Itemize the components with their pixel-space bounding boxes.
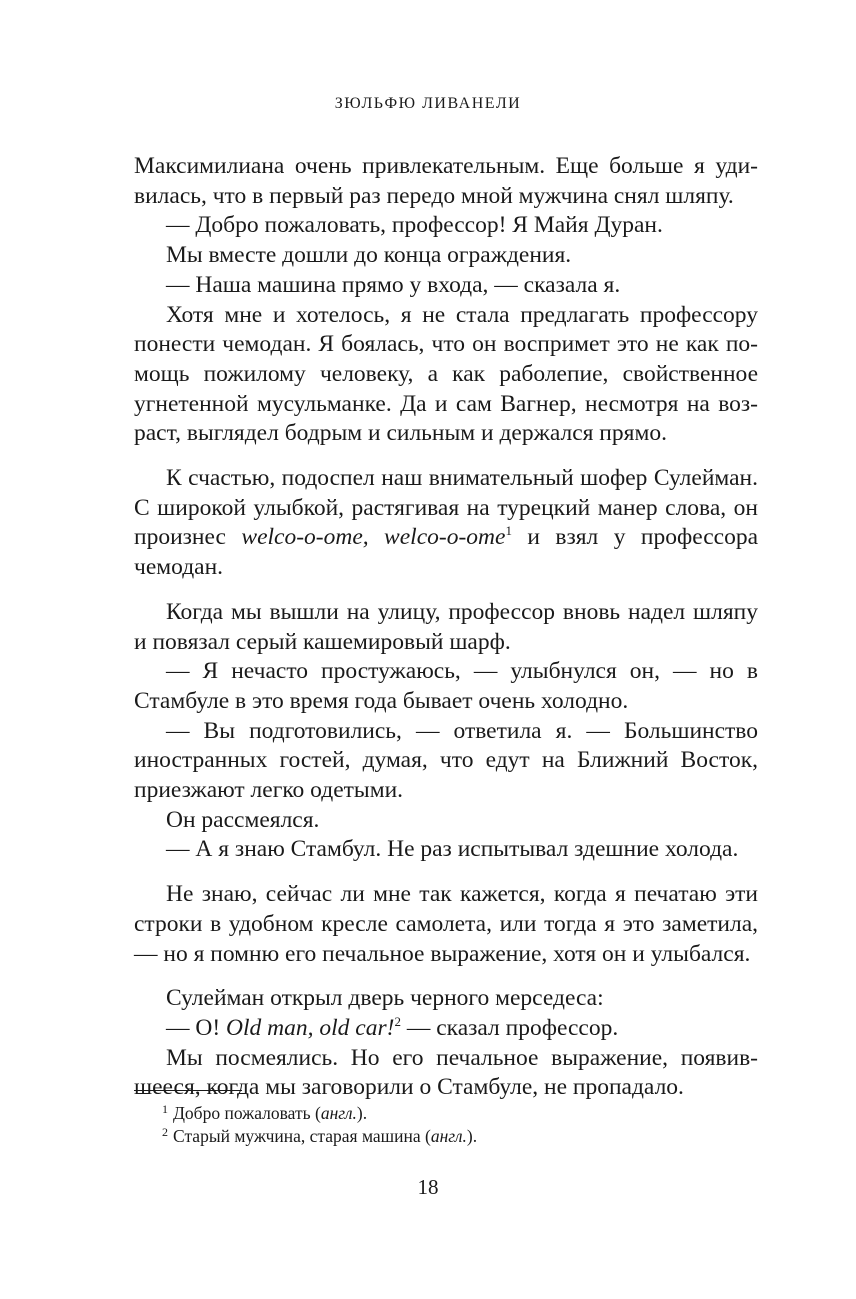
footnote-text: ). (356, 1103, 368, 1123)
paragraph: Мы вместе дошли до конца ограждения. (166, 242, 572, 269)
italic-phrase: welco-o-ome, welco-o-ome (241, 524, 506, 551)
footnote-ref: 2 (394, 1013, 401, 1029)
footnote-lang: англ. (320, 1103, 357, 1123)
footnote (162, 1125, 762, 1148)
dialogue-line (134, 1014, 758, 1044)
footnote-ref: 1 (505, 523, 512, 539)
paragraph: Хотя мне и хотелось, я не стала предлагать профессору понести чемодан. Я боялась, что он воспримет это не как помощь пожилому человеку, а как раболепие, свойственное угнетенной мусульманке. Да и сам Вагнер, несмотря на возраст, выглядел бодрым и сильным и держался прямо. (134, 301, 758, 447)
footnote-text: ). (466, 1126, 478, 1146)
dialogue-line: — А я знаю Стамбул. Не раз испытывал здешние холода. (166, 836, 739, 863)
page-number: 18 (417, 1175, 439, 1199)
dialogue-line: — Наша машина прямо у входа, — сказала я. (166, 271, 621, 298)
dialogue-line: — Я нечасто простужаюсь, — улыбнулся он, — но в Стамбуле в это время года бывает очень холодно. (134, 658, 758, 714)
dialogue-line: — Вы подготовились, — ответила я. — Большинство иностранных гостей, думая, что едут на Ближний Восток, приезжают легко одетыми. (134, 717, 758, 804)
footnote-mark: 1 (162, 1102, 168, 1116)
text-run: — О! (166, 1014, 227, 1041)
italic-phrase: Old man, old car! (226, 1014, 395, 1041)
footnote-divider (134, 1090, 242, 1091)
text-run: — сказал профессор. (400, 1014, 619, 1041)
text-run: и взял у профессора чемодан. (134, 524, 758, 581)
paragraph: Максимилиана очень привлекательным. Еще больше я удивилась, что в первый раз передо мной мужчина снял шляпу. (134, 153, 758, 209)
footnote-lang: англ. (430, 1126, 467, 1146)
footnote-mark: 2 (162, 1125, 168, 1139)
paragraph: Не знаю, сейчас ли мне так кажется, когда я печатаю эти строки в удобном кресле самолета, или тогда я это заметила, — но я помню его печальное выражение, хотя он и улыбался. (134, 881, 758, 967)
paragraph: Мы посмеялись. Но его печальное выражение, появившееся, когда мы заговорили о Стамбуле, не пропадало. (134, 1044, 758, 1101)
main-text (134, 152, 758, 1103)
paragraph (134, 464, 758, 583)
paragraph: Он рассмеялся. (166, 806, 320, 833)
footnote-text: Старый мужчина, старая машина ( (173, 1126, 431, 1146)
paragraph: Когда мы вышли на улицу, профессор вновь надел шляпу и повязал серый кашемировый шарф. (134, 598, 758, 655)
footnotes (162, 1102, 762, 1148)
footnote-text: Добро пожаловать ( (173, 1103, 321, 1123)
text-run: К счастью, подоспел наш внимательный шофер Сулейман. С широкой улыбкой, растягивая на турецкий манер слова, он произнес (134, 465, 758, 551)
footnote (162, 1102, 762, 1125)
dialogue-line: — Добро пожаловать, профессор! Я Майя Дуран. (166, 212, 663, 239)
paragraph: Сулейман открыл дверь черного мерседеса: (166, 985, 604, 1012)
running-head: ЗЮЛЬФЮ ЛИВАНЕЛИ (334, 95, 522, 112)
